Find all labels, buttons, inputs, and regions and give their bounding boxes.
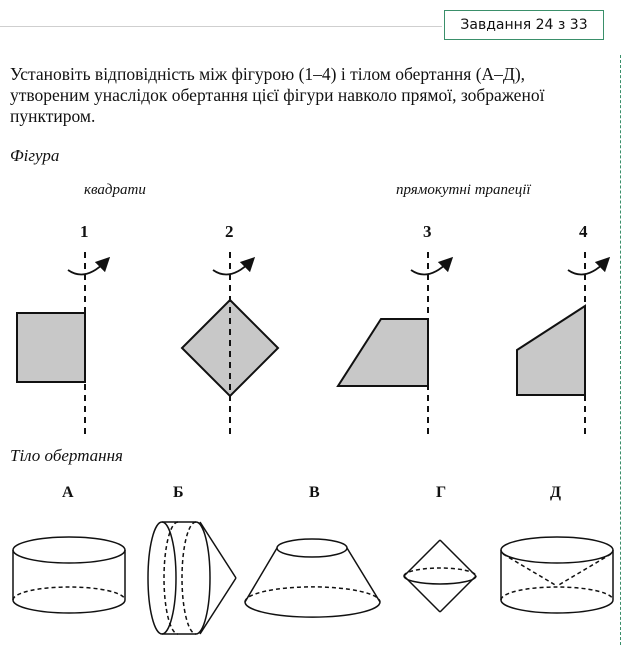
solid-label-d: Д xyxy=(550,484,562,501)
task-counter-badge: Завдання 24 з 33 xyxy=(444,10,604,40)
rotation-arrow-icon xyxy=(68,262,105,275)
solid-label-a: А xyxy=(62,484,74,501)
solid-a-cylinder xyxy=(13,537,125,613)
solid-label-v: В xyxy=(309,484,320,501)
solid-label-b: Б xyxy=(173,484,184,501)
figure-4-trapezoid xyxy=(517,252,605,438)
solids-section-label: Тіло обертання xyxy=(10,446,123,465)
rotation-arrow-icon xyxy=(213,262,250,275)
question-line-1: Установіть відповідність між фігурою (1–4) і тілом обертання (А–Д), xyxy=(10,64,526,84)
solid-label-g: Г xyxy=(436,484,447,501)
figure-label-3: 3 xyxy=(423,222,432,241)
question-line-2: утвореним унаслідок обертання цієї фігури навколо прямої, зображеної xyxy=(10,85,545,105)
solid-d-cylinder-with-cone xyxy=(501,537,613,613)
solid-v-frustum xyxy=(245,539,380,617)
figure-3-trapezoid xyxy=(338,252,448,438)
figure-label-2: 2 xyxy=(225,222,234,241)
solid-g-double-cone xyxy=(404,540,476,612)
figure-2-diamond xyxy=(182,252,278,438)
rotation-arrow-icon xyxy=(568,262,605,275)
group-label-trapezoids: прямокутні трапеції xyxy=(396,182,531,198)
rotation-arrow-icon xyxy=(411,262,448,275)
figure-label-4: 4 xyxy=(579,222,588,241)
question-line-3: пунктиром. xyxy=(10,106,96,126)
group-label-squares: квадрати xyxy=(84,182,146,198)
figure-section-label: Фігура xyxy=(10,146,60,165)
solid-b-cylinder-cone xyxy=(148,522,236,634)
figure-1-square xyxy=(17,252,105,438)
figure-label-1: 1 xyxy=(80,222,89,241)
